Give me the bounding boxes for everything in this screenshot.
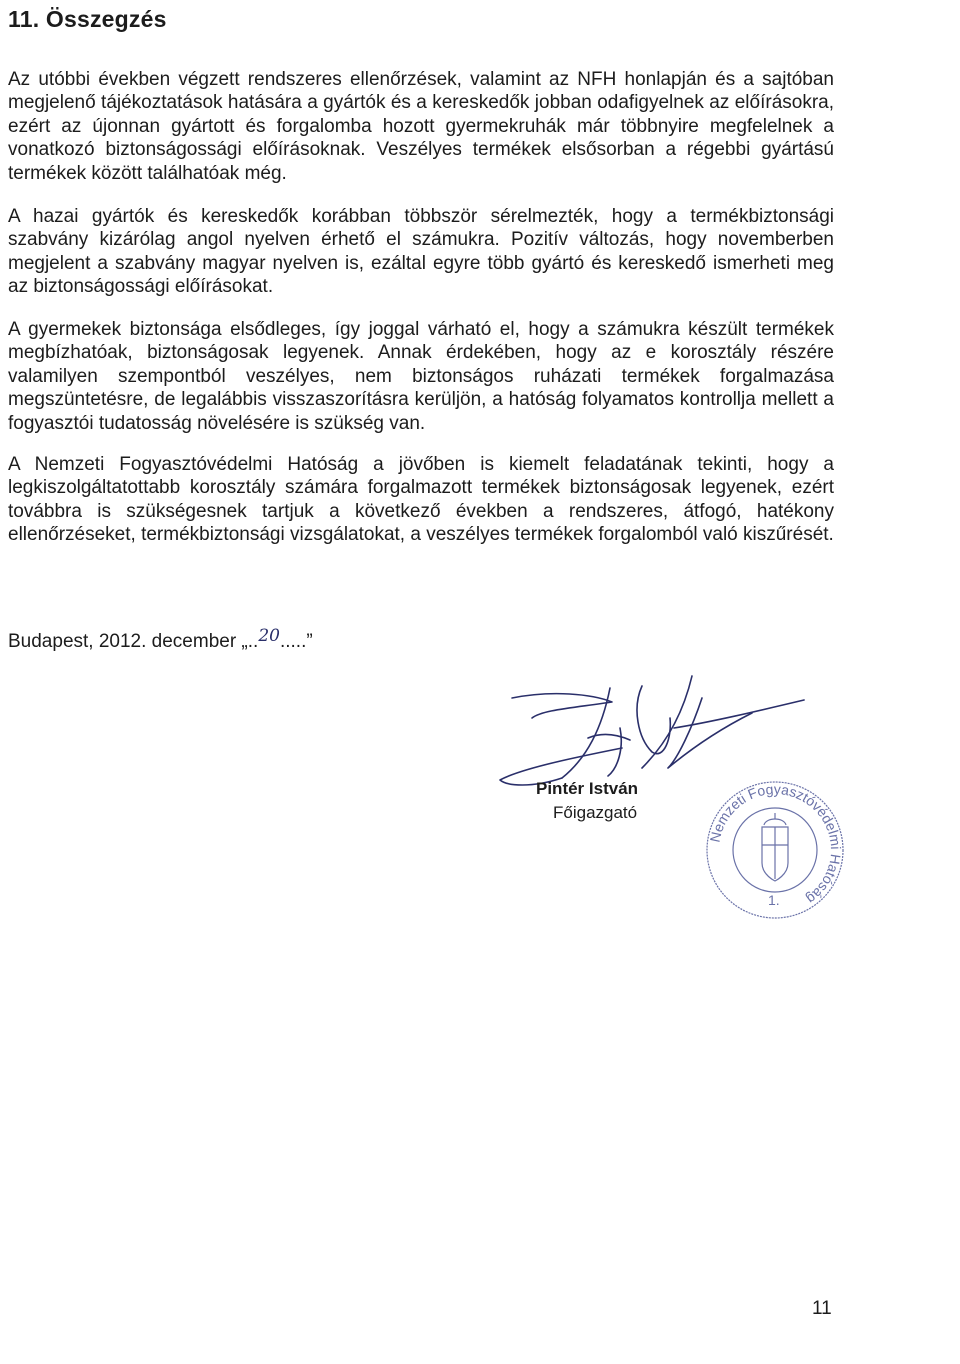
place-date-prefix: Budapest, 2012. december „.. <box>8 631 259 652</box>
section-heading: 11. Összegzés <box>8 6 167 32</box>
page-number: 11 <box>812 1298 832 1319</box>
handwritten-day: 20 <box>258 626 280 646</box>
paragraph-3: A gyermekek biztonsága elsődleges, így joggal várható el, hogy a számukra készült termékek megbízhatóak, biztonságosak legyenek. Annak érdekében, hogy az e korosztály részére valamilyen szempontból veszélyes, nem biztonságos ruházati termékek forgalmazása megszüntetésre, de legalábbis visszaszorításra kerüljön, a hatóság folyamatos kontrollja mellett a fogyasztói tudatosság növelésére is szükség van. <box>8 319 834 434</box>
paragraph-2: A hazai gyártók és kereskedők korábban többször sérelmezték, hogy a termékbiztonsági szabvány kizárólag angol nyelven érhető el számukra. Pozitív változás, hogy novemberben megjelent a szabvány magyar nyelven is, ezáltal egyre több gyártó és kereskedő ismerheti meg az biztonságossági előírásokat. <box>8 206 834 298</box>
signer-title: Főigazgató <box>553 803 638 822</box>
stamp-number: 1. <box>768 892 780 908</box>
official-stamp <box>700 775 850 925</box>
paragraph-1: Az utóbbi években végzett rendszeres ellenőrzések, valamint az NFH honlapján és a sajtóban megjelenő tájékoztatások hatására a gyártók és a kereskedők jobban odafigyelnek az előírásokra, ezért az újonnan gyártott és forgalomba hozott gyermekruhák már többnyire megfelelnek a vonatkozó biztonságossági előírásoknak. Veszélyes termékek elsősorban a régebbi gyártású termékek között találhatóak még. <box>8 69 834 184</box>
place-date-line <box>8 626 313 653</box>
signer-name: Pintér István <box>536 779 639 798</box>
paragraph-4: A Nemzeti Fogyasztóvédelmi Hatóság a jövőben is kiemelt feladatának tekinti, hogy a legkiszolgáltatottabb korosztály számára forgalmazott termékek biztonságosak legyenek, ezért továbbra is szükségesnek tartjuk a következő években a rendszeres, átfogó, hatékony ellenőrzéseket, termékbiztonsági vizsgálatokat, a veszélyes termékek forgalomból való kiszűrését. <box>8 454 834 546</box>
stamp-text: Nemzeti Fogyasztóvédelmi Hatóság <box>706 780 845 908</box>
place-date-suffix: .....” <box>279 631 313 652</box>
